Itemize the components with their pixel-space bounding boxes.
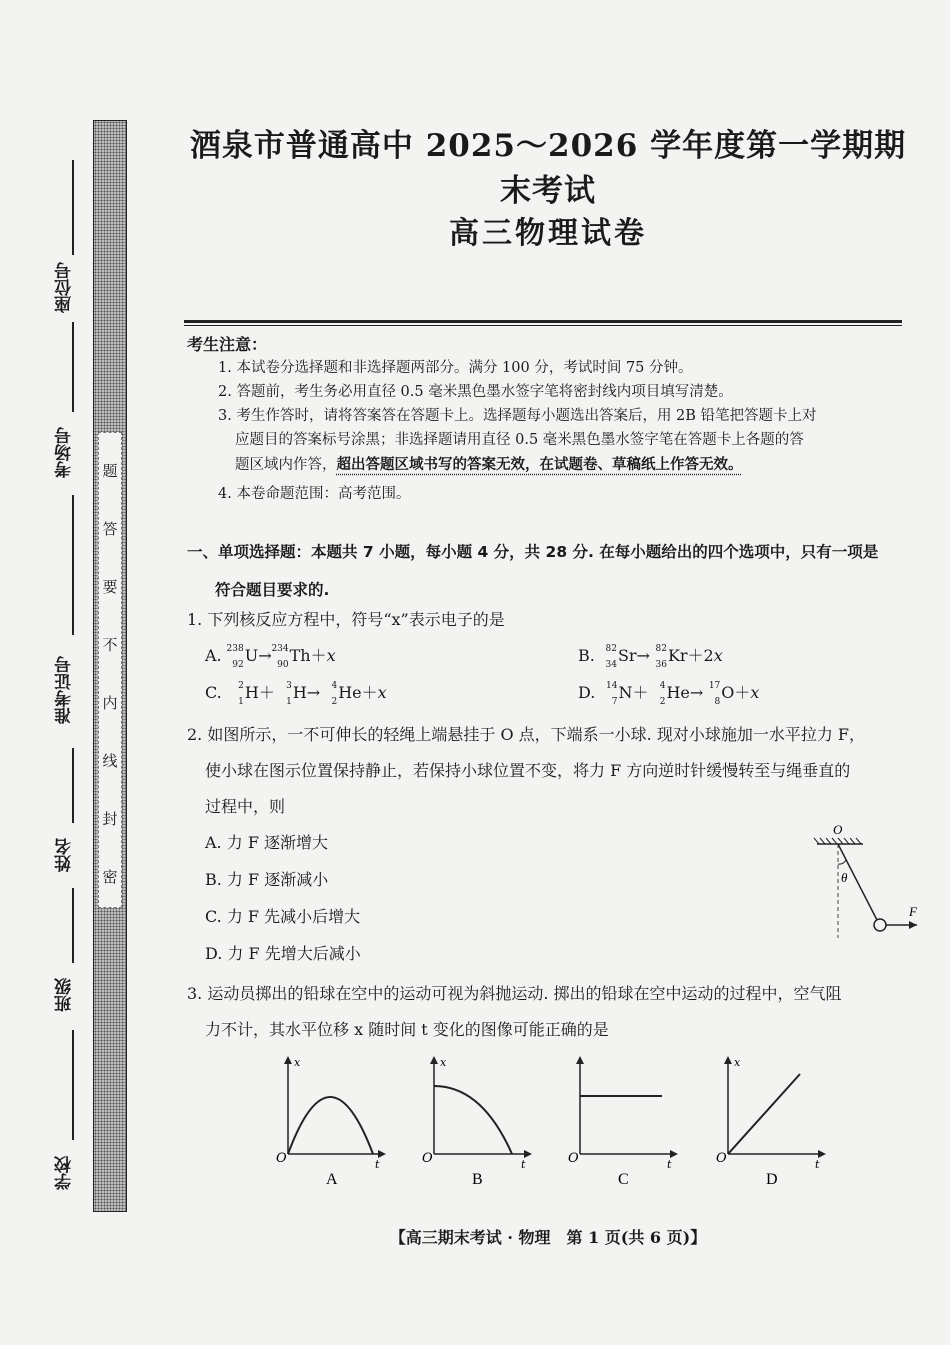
q1-option-a-label: A.	[205, 646, 222, 665]
seal-char: 线	[102, 752, 118, 770]
axis-x-label: x	[734, 1056, 741, 1069]
seat-number-line	[72, 160, 74, 255]
seal-char: 内	[102, 694, 118, 712]
q2-option-d: D. 力 F 先增大后减小	[205, 944, 361, 963]
q1-option-c: C. 2 1 H＋ 3 1 H→ 4 2 He＋x	[205, 680, 387, 707]
header-rule-thin	[184, 325, 902, 326]
x-axis-arrow	[430, 1056, 438, 1064]
origin-label: O	[716, 1151, 727, 1166]
origin-label: O	[568, 1151, 579, 1166]
ceiling-hatch	[814, 838, 861, 844]
curve-d	[728, 1074, 800, 1154]
nuclide-u: 238 92	[226, 643, 244, 670]
notice-item-4: 4. 本卷命题范围：高考范围。	[218, 486, 411, 502]
q2-fig-theta: θ	[841, 870, 848, 885]
q2-stem-line-1: 2. 如图所示，一不可伸长的轻绳上端悬挂于 O 点，下端系一小球. 现对小球施加一水平拉力 F，	[187, 725, 866, 744]
q3-graph-d	[712, 1050, 832, 1190]
nuclide-sr: 82 34	[605, 643, 617, 670]
notice-item-2: 2. 答题前，考生务必用直径 0.5 毫米黑色墨水签字笔将密封线内项目填写清楚。	[218, 384, 733, 400]
x-axis-arrow	[724, 1056, 732, 1064]
nuclide-he4: 4 2	[659, 680, 666, 707]
name-label: 姓名	[55, 838, 75, 872]
notice-item-3-line-2: 应题目的答案标号涂黑；非选择题请用直径 0.5 毫米黑色墨水签字笔在答题卡上各题的答	[235, 432, 804, 448]
section-heading-line-1: 一、单项选择题：本题共 7 小题，每小题 4 分，共 28 分. 在每小题给出的四个选项中，只有一项是	[187, 543, 879, 561]
nuclide-h2: 2 1	[238, 680, 244, 707]
force-arrowhead	[909, 921, 917, 929]
q2-fig-o: O	[833, 822, 843, 837]
ticket-number-label: 准考证号	[55, 656, 75, 724]
seal-char: 要	[102, 578, 118, 596]
ball	[874, 919, 886, 931]
nuclide-h3: 3 1	[286, 680, 292, 707]
ticket-number-line	[72, 495, 74, 635]
q2-pendulum-figure	[805, 818, 925, 948]
graph-d-label: D	[766, 1171, 778, 1188]
origin-label: O	[276, 1151, 287, 1166]
q1-option-d: D. 14 7 N＋ 4 2 He→ 17 8 O＋x	[578, 680, 760, 707]
angle-arc	[838, 860, 846, 864]
seal-char: 不	[102, 636, 118, 654]
q1-option-a: A. 238 92 U→ 234 90 Th＋x	[205, 643, 336, 670]
page-footer: 【高三期末考试 · 物理 第 1 页(共 6 页)】	[389, 1228, 707, 1247]
seal-char: 封	[102, 810, 118, 828]
exam-subtitle: 高三物理试卷	[449, 216, 647, 251]
curve-a	[288, 1097, 373, 1154]
q1-option-b-label: B.	[578, 646, 595, 665]
axis-t-label: t	[375, 1158, 380, 1171]
t-axis-arrow	[670, 1150, 678, 1158]
school-label: 学校	[55, 1156, 75, 1190]
seat-number-label: 座位号	[55, 262, 75, 314]
seal-char: 答	[102, 520, 118, 538]
axis-t-label: t	[667, 1158, 672, 1171]
q1-option-b: B. 82 34 Sr→ 82 36 Kr＋2x	[578, 643, 723, 670]
graph-a-label: A	[326, 1171, 338, 1188]
nuclide-th: 234 90	[271, 643, 289, 670]
notice-item-3-emphasis: 超出答题区域书写的答案无效，在试题卷、草稿纸上作答无效。	[336, 456, 743, 473]
notice-heading: 考生注意：	[187, 335, 268, 354]
nuclide-kr: 82 36	[655, 643, 667, 670]
notice-item-3-line-3	[235, 452, 925, 478]
q2-stem-line-2: 使小球在图示位置保持静止，若保持小球位置不变，将力 F 方向逆时针缓慢转至与绳垂直的	[205, 761, 851, 780]
class-line	[72, 888, 74, 963]
seal-char: 密	[102, 868, 118, 886]
q3-stem-line-1: 3. 运动员掷出的铅球在空中的运动可视为斜抛运动. 掷出的铅球在空中运动的过程中，空气阻	[187, 984, 842, 1003]
axis-x-label: x	[440, 1056, 447, 1069]
axis-t-label: t	[521, 1158, 526, 1171]
nuclide-o: 17 8	[708, 680, 721, 707]
q2-option-c: C. 力 F 先减小后增大	[205, 907, 361, 926]
name-line	[72, 748, 74, 823]
t-axis-arrow	[378, 1150, 386, 1158]
x-axis-arrow	[576, 1056, 584, 1064]
curve-b	[434, 1086, 512, 1154]
q1-option-d-label: D.	[578, 683, 596, 702]
q1-stem: 1. 下列核反应方程中，符号“x”表示电子的是	[187, 610, 505, 629]
q1-option-c-label: C.	[205, 683, 222, 702]
q3-graph-a	[272, 1050, 392, 1190]
nuclide-he: 4 2	[331, 680, 338, 707]
q3-graph-c	[564, 1050, 684, 1190]
q2-option-b: B. 力 F 逐渐减小	[205, 870, 329, 889]
graph-b-label: B	[472, 1171, 483, 1188]
school-line	[72, 1030, 74, 1140]
class-label: 班级	[55, 978, 75, 1012]
q3-stem-line-2: 力不计，其水平位移 x 随时间 t 变化的图像可能正确的是	[205, 1020, 609, 1039]
axis-t-label: t	[815, 1158, 820, 1171]
nuclide-n: 14 7	[605, 680, 618, 707]
notice-item-3-plain: 题区域内作答，	[235, 457, 337, 473]
exam-room-line	[72, 322, 74, 412]
exam-title: 酒泉市普通高中 2025～2026 学年度第一学期期末考试	[189, 128, 907, 209]
origin-label: O	[422, 1151, 433, 1166]
q3-graph-b	[418, 1050, 538, 1190]
axis-x-label: x	[294, 1056, 301, 1069]
q2-option-a: A. 力 F 逐渐增大	[205, 833, 329, 852]
t-axis-arrow	[524, 1150, 532, 1158]
header-rule	[184, 320, 902, 323]
notice-item-3-line-1: 3. 考生作答时，请将答案答在答题卡上。选择题每小题选出答案后，用 2B 铅笔把答题卡上对	[218, 408, 817, 424]
seal-strip-text-area	[98, 432, 122, 908]
section-heading	[187, 533, 907, 609]
notice-item-1: 1. 本试卷分选择题和非选择题两部分。满分 100 分，考试时间 75 分钟。	[218, 360, 693, 376]
exam-room-label: 考场号	[55, 427, 75, 479]
graph-c-label: C	[618, 1171, 629, 1188]
seal-char: 题	[102, 462, 118, 480]
t-axis-arrow	[818, 1150, 826, 1158]
q2-stem-line-3: 过程中，则	[205, 797, 286, 816]
q2-fig-f: F	[909, 904, 917, 919]
section-heading-line-2: 符合题目要求的.	[215, 581, 330, 599]
x-axis-arrow	[284, 1056, 292, 1064]
